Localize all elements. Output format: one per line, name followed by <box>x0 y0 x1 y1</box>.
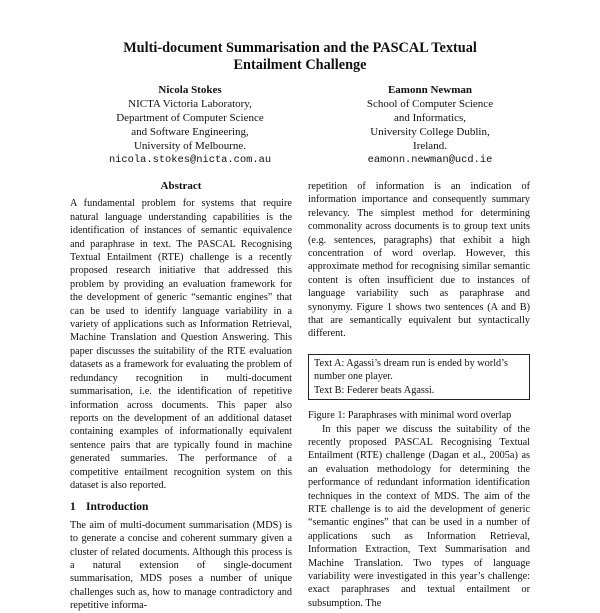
body-paragraph: repetition of information is an indication of information importance and consequently summary relevancy. The simplest method for determining commonality across documents is to group text units (e.g. sentences, paragraphs) that exhibit a high concentration of word overlap. However, this approximate method for recognising similar semantic content is often insufficient due to instances of language variability such as paraphrase and synonymy. Figure 1 shows two sentences (A and B) that are semantically equivalent but syntactically different. <box>308 181 530 340</box>
author-affiliation-line: NICTA Victoria Laboratory, <box>128 98 252 110</box>
figure-caption: Figure 1: Paraphrases with minimal word overlap <box>308 410 512 422</box>
author-affiliation-line: and Informatics, <box>393 112 467 124</box>
abstract-heading: Abstract <box>160 180 202 192</box>
author-name: Nicola Stokes <box>158 84 222 96</box>
title-line-2: Entailment Challenge <box>233 57 367 73</box>
author-affiliation-line: Department of Computer Science <box>116 112 264 124</box>
author-email: nicola.stokes@nicta.com.au <box>108 154 272 166</box>
author-email: eamonn.newman@ucd.ie <box>367 154 493 166</box>
section-title: Introduction <box>86 501 149 514</box>
author-name: Eamonn Newman <box>387 84 473 96</box>
author-affiliation-line: School of Computer Science <box>366 98 494 110</box>
figure-text-a: Text A: Agassi’s dream run is ended by world’s number one player. <box>314 357 509 383</box>
figure-1-box <box>308 354 530 400</box>
author-affiliation-line: and Software Engineering, <box>131 126 249 138</box>
author-block-2 <box>310 83 550 167</box>
abstract-text: A fundamental problem for systems that require natural language understanding capabilities is the identification of instances of semantic equivalence and paraphrase in text. The PASCAL Recognising Textual Entailment (RTE) challenge is a recently proposed research initiative that addressed this problem by providing an evaluation framework for the development of generic “semantic engines” that can be used to identify language variability in a variety of applications such as Information Retrieval, Machine Translation and Question Answering. This paper discusses the suitability of the RTE evaluation datasets as a framework for evaluating the problem of redundancy recognition in multi-document summarisation, i.e. the identification of repetitive information across documents. This paper also reports on the development of an additional dataset containing examples of informationally equivalent sentence pairs that are typically found in machine generated summaries. The performance of a competitive entailment recognition system on this dataset is also reported. <box>70 198 292 491</box>
title-line-1: Multi-document Summarisation and the PASCAL Textual <box>123 40 477 56</box>
right-column <box>308 180 530 610</box>
author-affiliation-line: Ireland. <box>413 140 447 152</box>
introduction-text: The aim of multi-document summarisation (MDS) is to generate a concise and coherent summary given a cluster of related documents. Although this process is a natural extension of single-document summarisation, MDS poses a number of unique challenges such as, how to manage contradictory and repetitive informa- <box>70 519 292 612</box>
body-paragraph: In this paper we discuss the suitability of the recently proposed PASCAL Recognising Textual Entailment (RTE) challenge (Dagan et al., 2005a) as an evaluation methodology for determining the performance of redundant information identification techniques in the context of MDS. The aim of the RTE challenge is to aid the development of generic “semantic engines” that can be used in a number of applications such as Information Retrieval, Information Extraction, Text Summarisation and Machine Translation. Two types of language variability were investigated in this year’s challenge: exact paraphrases and textual entailment or subsumption. The <box>308 423 530 609</box>
author-affiliation-line: University College Dublin, <box>370 126 490 138</box>
author-block-1 <box>70 83 310 167</box>
section-number: 1 <box>70 501 76 514</box>
author-affiliation-line: University of Melbourne. <box>133 140 247 152</box>
left-column <box>70 180 292 613</box>
figure-text-b: Text B: Federer beats Agassi. <box>314 384 435 396</box>
section-heading-introduction <box>70 501 292 514</box>
